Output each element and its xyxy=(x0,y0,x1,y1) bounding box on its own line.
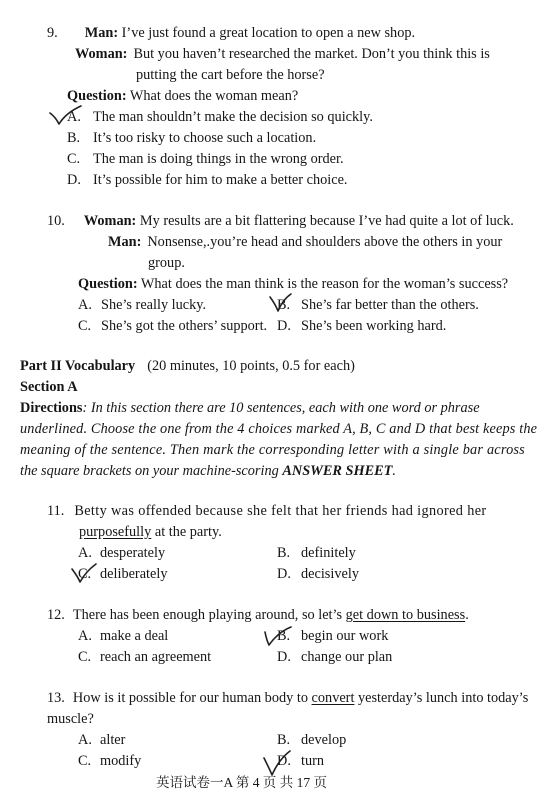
section-a-heading: Section A xyxy=(20,379,78,395)
q11-number: 11. xyxy=(47,503,65,519)
q9-option-b-text: It’s too risky to choose such a location. xyxy=(93,130,317,146)
q13-option-a-letter: A. xyxy=(78,732,92,748)
q10-woman-line: My results are a bit flattering because I’ve had quite a lot of luck. xyxy=(139,213,514,229)
q10-option-b-text: She’s far better than the others. xyxy=(301,297,479,313)
q11-option-a-text: desperately xyxy=(100,545,166,561)
q10-question-label: Question: xyxy=(78,276,138,292)
part2-title: Part II Vocabulary xyxy=(20,358,136,374)
q12-option-c-text: reach an agreement xyxy=(100,649,212,665)
q13-option-d-letter: D. xyxy=(277,753,291,769)
q9-option-c-letter: C. xyxy=(67,151,81,167)
q9-option-c-text: The man is doing things in the wrong order. xyxy=(93,151,344,167)
directions-label: Directions xyxy=(20,400,83,416)
q10-number: 10. xyxy=(47,213,65,229)
q13-option-a-text: alter xyxy=(100,732,126,748)
q11-stem-text-1: Betty was offended because she felt that her friends had ignored her xyxy=(74,503,487,519)
directions-text-2: underlined. Choose the one from the 4 choices marked A, B, C and D that best keeps the xyxy=(20,421,538,437)
q12-option-a[interactable] xyxy=(78,628,168,644)
q9-speaker-man: Man: xyxy=(84,25,119,41)
q10-option-d-letter: D. xyxy=(277,318,291,334)
q13-underlined-word: convert xyxy=(311,690,355,706)
q13-stem-text-1: How is it possible for our human body to xyxy=(72,690,312,706)
q11-option-a[interactable] xyxy=(78,545,165,561)
q11-option-d-text: decisively xyxy=(301,566,359,582)
q9-option-d-text: It’s possible for him to make a better choice. xyxy=(93,172,348,188)
q11-option-b[interactable] xyxy=(277,545,356,561)
q9-speaker-woman: Woman: xyxy=(75,46,128,62)
q10-option-a-letter: A. xyxy=(78,297,92,313)
q12-number: 12. xyxy=(47,607,65,623)
directions-text-1: : In this section there are 10 sentences, each with one word or phrase xyxy=(82,400,480,416)
q11-stem-line-1 xyxy=(47,503,487,519)
q10-option-c-text: She’s got the others’ support. xyxy=(101,318,268,334)
q12-option-d[interactable] xyxy=(277,649,392,665)
q12-option-b-letter: B. xyxy=(277,628,291,644)
q12-option-a-text: make a deal xyxy=(100,628,169,644)
part2-heading xyxy=(20,358,355,374)
q9-woman-line-b: putting the cart before the horse? xyxy=(136,67,325,83)
q9-option-d[interactable] xyxy=(67,172,348,188)
q10-option-c[interactable] xyxy=(78,318,267,334)
q13-stem-line-1 xyxy=(47,690,528,706)
q12-underlined-phrase: get down to business xyxy=(345,607,466,623)
q11-option-c[interactable] xyxy=(78,566,167,582)
q11-option-c-text: deliberately xyxy=(100,566,168,582)
q10-option-b[interactable] xyxy=(277,297,479,313)
q12-option-b[interactable] xyxy=(277,628,388,644)
q12-option-c-letter: C. xyxy=(78,649,92,665)
q9-man-line: I’ve just found a great location to open a new shop. xyxy=(121,25,416,41)
q9-question xyxy=(67,88,298,104)
q11-stem-line-2 xyxy=(79,524,222,540)
q9-option-b[interactable] xyxy=(67,130,316,146)
q13-option-c[interactable] xyxy=(78,753,141,769)
q9-question-text: What does the woman mean? xyxy=(129,88,299,104)
q13-option-b-text: develop xyxy=(301,732,347,748)
q9-option-a-text: The man shouldn’t make the decision so quickly. xyxy=(93,109,373,125)
q10-option-b-letter: B. xyxy=(277,297,291,313)
q11-option-b-text: definitely xyxy=(301,545,356,561)
q10-dialogue-line-2 xyxy=(108,234,539,250)
directions-end: . xyxy=(392,463,396,479)
q10-man-line-b: group. xyxy=(148,255,185,271)
q9-option-b-letter: B. xyxy=(67,130,81,146)
q10-option-a-text: She’s really lucky. xyxy=(101,297,207,313)
directions-line-4 xyxy=(20,463,396,479)
q10-option-c-letter: C. xyxy=(78,318,92,334)
q9-option-a-letter: A. xyxy=(67,109,81,125)
q13-stem-line-2: muscle? xyxy=(47,711,94,727)
q12-option-d-letter: D. xyxy=(277,649,291,665)
q11-option-b-letter: B. xyxy=(277,545,291,561)
q13-number: 13. xyxy=(47,690,65,706)
q9-option-a[interactable] xyxy=(67,109,373,125)
q11-option-d[interactable] xyxy=(277,566,359,582)
q13-option-d-text: turn xyxy=(301,753,325,769)
page-footer: 英语试卷一A 第 4 页 共 17 页 xyxy=(156,775,328,790)
q13-option-b[interactable] xyxy=(277,732,346,748)
q9-option-c[interactable] xyxy=(67,151,344,167)
q9-number: 9. xyxy=(47,25,58,41)
q10-speaker-man: Man: xyxy=(108,234,142,250)
q13-option-c-letter: C. xyxy=(78,753,92,769)
q13-stem-text-2: yesterday’s lunch into today’s xyxy=(354,690,529,706)
q10-option-d[interactable] xyxy=(277,318,446,334)
q11-option-a-letter: A. xyxy=(78,545,92,561)
q12-option-d-text: change our plan xyxy=(301,649,393,665)
directions-text-3: meaning of the sentence. Then mark the corresponding letter with a single bar across xyxy=(20,442,525,458)
q12-stem-text: There has been enough playing around, so let’s xyxy=(72,607,346,623)
q12-stem-end: . xyxy=(465,607,469,623)
q12-stem-line-1 xyxy=(47,607,469,623)
part2-meta: (20 minutes, 10 points, 0.5 for each) xyxy=(147,358,355,374)
q10-question xyxy=(78,276,508,292)
q10-man-line-a: Nonsense,.you’re head and shoulders above the others in your xyxy=(147,234,503,250)
q10-option-a[interactable] xyxy=(78,297,206,313)
q10-speaker-woman: Woman: xyxy=(83,213,137,229)
q11-option-c-letter: C. xyxy=(78,566,92,582)
q9-woman-line-a: But you haven’t researched the market. Don’t you think this is xyxy=(133,46,490,62)
q13-option-a[interactable] xyxy=(78,732,125,748)
q11-stem-text-2: at the party. xyxy=(151,524,222,540)
q11-underlined-word: purposefully xyxy=(79,524,152,540)
q12-option-b-text: begin our work xyxy=(301,628,389,644)
q13-option-d[interactable] xyxy=(277,753,324,769)
directions-text-4: the square brackets on your machine-scoring xyxy=(20,463,279,479)
directions-line-1 xyxy=(20,400,539,416)
q9-dialogue-line-1 xyxy=(47,25,415,41)
q12-option-c[interactable] xyxy=(78,649,211,665)
q10-dialogue-line-1 xyxy=(47,213,514,229)
q10-question-text: What does the man think is the reason for the woman’s success? xyxy=(140,276,509,292)
q9-option-d-letter: D. xyxy=(67,172,81,188)
q9-dialogue-line-2 xyxy=(75,46,540,62)
q11-option-d-letter: D. xyxy=(277,566,291,582)
q10-option-d-text: She’s been working hard. xyxy=(301,318,447,334)
answer-sheet-label: ANSWER SHEET xyxy=(282,463,393,479)
q13-option-c-text: modify xyxy=(100,753,142,769)
q12-option-a-letter: A. xyxy=(78,628,92,644)
q13-option-b-letter: B. xyxy=(277,732,291,748)
q9-question-label: Question: xyxy=(67,88,127,104)
